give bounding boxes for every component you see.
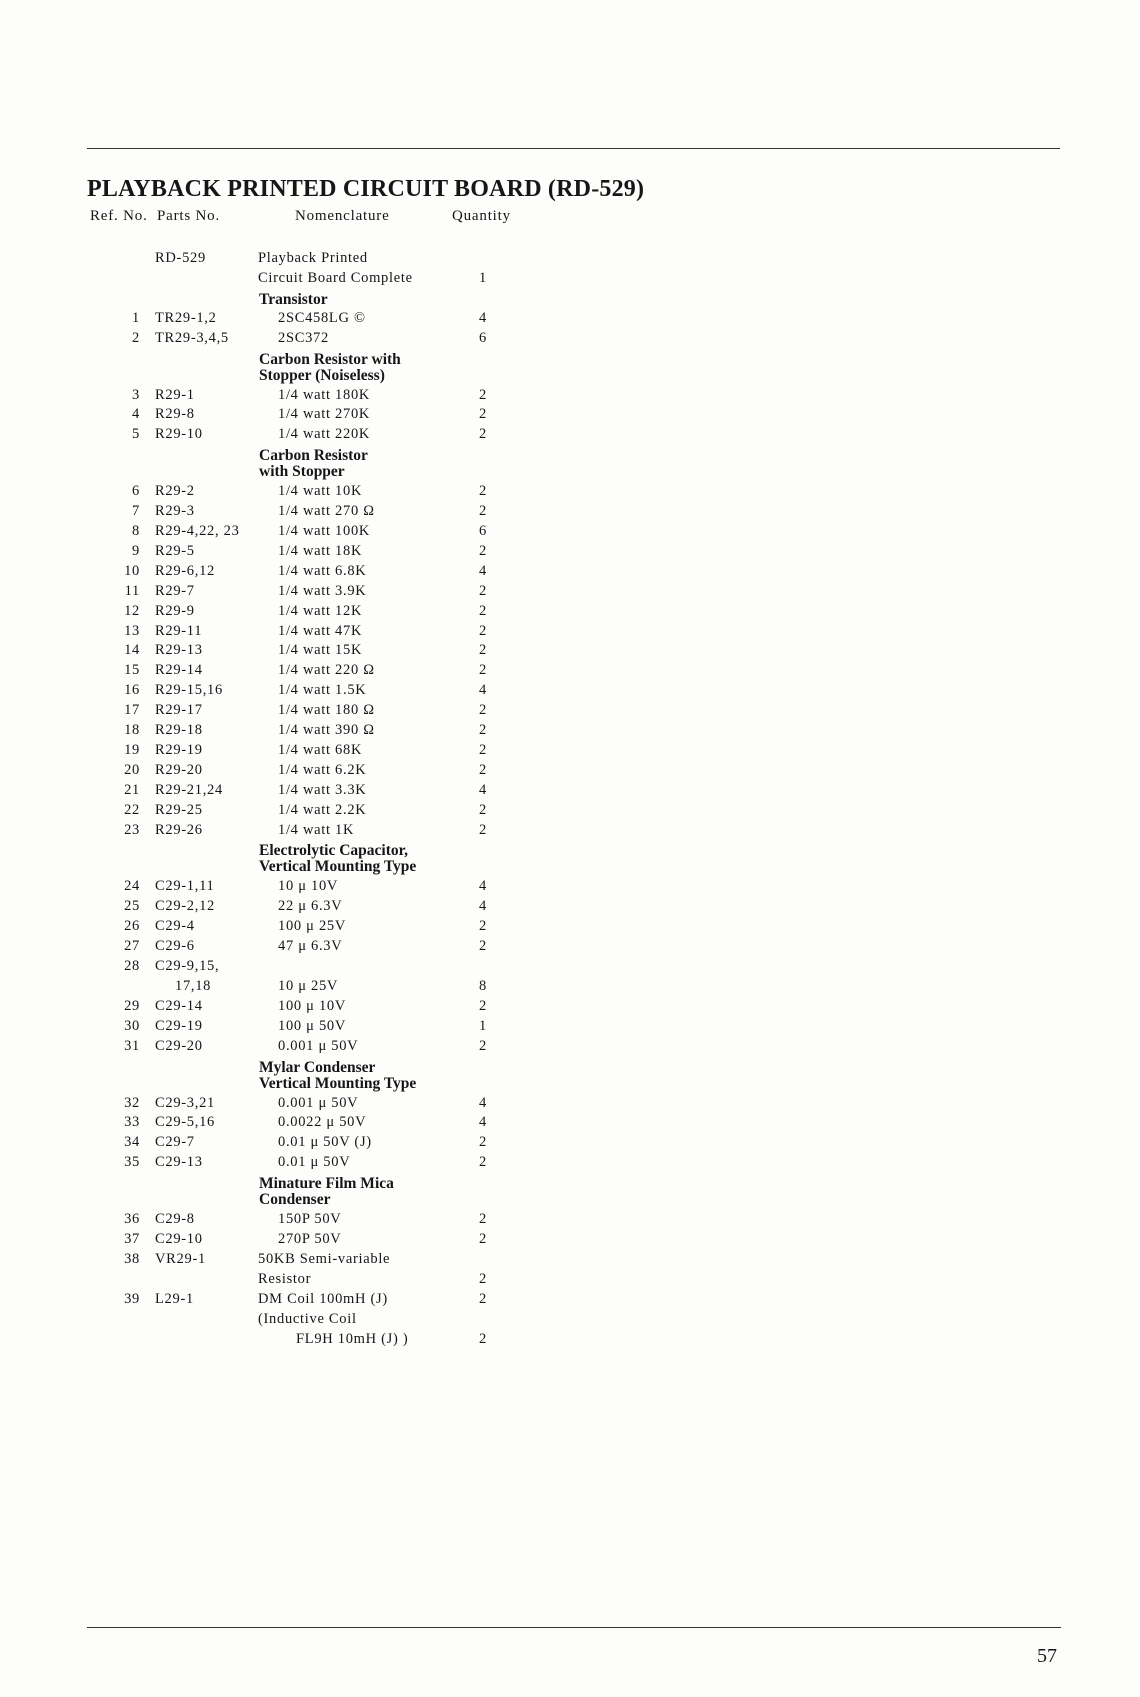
nomenclature: DM Coil 100mH (J) [258,1290,388,1307]
ref-no: 4 [132,406,140,423]
table-row [0,1231,600,1251]
ref-no: 39 [124,1290,140,1307]
nomenclature: (Inductive Coil [258,1310,357,1327]
quantity: 2 [479,503,487,520]
table-row [0,822,600,842]
parts-no: R29-18 [155,722,203,738]
quantity: 4 [479,1094,487,1111]
section-heading-line: Mylar Condenser [259,1058,376,1076]
nomenclature: 1/4 watt 1.5K [278,682,367,699]
nomenclature: 1/4 watt 180K [278,386,371,403]
table-row [0,682,600,702]
parts-no: L29-1 [155,1290,194,1307]
parts-no: R29-13 [155,642,203,659]
quantity: 2 [479,1290,487,1307]
nomenclature: Resistor [258,1270,312,1287]
ref-no: 6 [132,483,140,500]
parts-no: C29-7 [155,1134,195,1151]
ref-no: 35 [124,1154,140,1171]
ref-no: 28 [124,958,140,974]
table-row [0,878,600,898]
nomenclature: 100 μ 25V [278,918,347,935]
parts-no: R29-2 [155,483,195,500]
ref-no: 23 [124,821,140,838]
column-header-nomenclature: Nomenclature [295,208,390,224]
section-heading [259,1060,416,1092]
ref-no: 22 [124,801,140,818]
quantity: 2 [479,997,487,1014]
table-row [0,1291,600,1311]
quantity: 8 [479,977,487,994]
ref-no: 24 [124,878,140,895]
parts-no: R29-10 [155,426,203,443]
nomenclature: 1/4 watt 270 Ω [278,503,375,520]
parts-no: C29-9,15, [155,958,220,974]
nomenclature: 1/4 watt 12K [278,602,363,619]
ref-no: 29 [124,997,140,1014]
parts-no: C29-4 [155,918,195,935]
quantity: 4 [479,309,487,326]
bottom-rule [87,1627,1061,1628]
ref-no: 37 [124,1231,140,1247]
nomenclature: Circuit Board Complete [258,269,413,286]
parts-no: C29-3,21 [155,1094,215,1111]
nomenclature: 1/4 watt 47K [278,622,363,639]
ref-no: 11 [124,582,140,599]
parts-no: R29-11 [155,622,203,639]
ref-no: 10 [124,562,140,579]
parts-no: C29-19 [155,1017,203,1034]
page-title: PLAYBACK PRINTED CIRCUIT BOARD (RD-529) [87,176,645,202]
section-heading [259,352,401,384]
nomenclature: 1/4 watt 1K [278,821,355,838]
section-heading-line: with Stopper [259,463,345,481]
table-row [0,250,600,270]
nomenclature: 100 μ 10V [278,997,347,1014]
table-row [0,1038,600,1058]
table-row [0,938,600,958]
parts-no: R29-1 [155,386,195,403]
nomenclature: 2SC458LG © [278,309,366,326]
quantity: 2 [479,426,487,443]
nomenclature: 47 μ 6.3V [278,938,343,955]
page-number: 57 [1037,1645,1057,1667]
section-heading-line: Vertical Mounting Type [259,858,417,876]
table-row [0,662,600,682]
ref-no: 7 [132,503,140,520]
ref-no: 13 [124,622,140,639]
nomenclature: 100 μ 50V [278,1017,347,1034]
quantity: 2 [479,1211,487,1228]
table-row [0,1211,600,1231]
quantity: 2 [479,801,487,818]
parts-no: R29-26 [155,821,203,838]
quantity: 4 [479,682,487,699]
table-row [0,782,600,802]
table-row [0,998,600,1018]
table-row [0,603,600,623]
table-row [0,1271,600,1291]
nomenclature: 1/4 watt 68K [278,741,363,758]
parts-no: C29-1,11 [155,878,215,895]
parts-no: C29-8 [155,1211,195,1228]
nomenclature: 50KB Semi-variable [258,1250,391,1267]
parts-no: C29-14 [155,997,203,1014]
parts-no: R29-19 [155,741,203,758]
table-row [0,503,600,523]
quantity: 2 [479,761,487,778]
parts-no: R29-4,22, 23 [155,523,240,539]
quantity: 2 [479,722,487,738]
section-heading [259,448,368,480]
nomenclature: 10 μ 25V [278,977,339,994]
table-row [0,802,600,822]
parts-no: C29-2,12 [155,898,215,915]
column-header-quantity: Quantity [452,208,511,224]
nomenclature: 1/4 watt 6.2K [278,761,367,778]
table-row [0,642,600,662]
parts-no: R29-21,24 [155,781,223,798]
nomenclature: 2SC372 [278,329,329,346]
nomenclature: 1/4 watt 100K [278,523,371,539]
section-heading-line: Transistor [259,290,328,308]
quantity: 2 [479,741,487,758]
parts-no: C29-20 [155,1037,203,1054]
quantity: 1 [479,269,487,286]
parts-no: R29-17 [155,702,203,719]
quantity: 2 [479,918,487,935]
table-row [0,742,600,762]
table-row [0,1311,600,1331]
quantity: 2 [479,1134,487,1151]
nomenclature: 0.001 μ 50V [278,1037,359,1054]
quantity: 2 [479,662,487,679]
nomenclature: 1/4 watt 3.3K [278,781,367,798]
column-header-ref-no: Ref. No. [90,208,148,224]
nomenclature: 1/4 watt 15K [278,642,363,659]
ref-no: 1 [132,309,140,326]
table-row [0,702,600,722]
nomenclature: 1/4 watt 2.2K [278,801,367,818]
quantity: 2 [479,582,487,599]
ref-no: 12 [124,602,140,619]
section-heading [259,1176,394,1208]
section-heading-line: Carbon Resistor [259,447,368,465]
ref-no: 14 [124,642,140,659]
table-row [0,270,600,290]
quantity: 2 [479,1330,487,1347]
ref-no: 9 [132,542,140,559]
quantity: 2 [479,602,487,619]
nomenclature: 1/4 watt 220K [278,426,371,443]
table-row [0,406,600,426]
quantity: 6 [479,329,487,346]
table-row [0,1114,600,1134]
parts-no: R29-20 [155,761,203,778]
ref-no: 18 [124,722,140,738]
nomenclature: 1/4 watt 220 Ω [278,662,375,679]
quantity: 2 [479,642,487,659]
parts-no: R29-8 [155,406,195,423]
table-row [0,918,600,938]
table-row [0,426,600,446]
table-row [0,1134,600,1154]
parts-no: C29-5,16 [155,1114,215,1131]
nomenclature: Playback Printed [258,250,368,266]
nomenclature: 1/4 watt 18K [278,542,363,559]
ref-no: 27 [124,938,140,955]
table-row [0,1095,600,1115]
parts-no: R29-7 [155,582,195,599]
ref-no: 21 [124,781,140,798]
quantity: 2 [479,1154,487,1171]
table-row [0,1331,600,1351]
quantity: 2 [479,406,487,423]
nomenclature: 1/4 watt 10K [278,483,363,500]
section-heading-line: Minature Film Mica [259,1175,394,1193]
nomenclature: 1/4 watt 6.8K [278,562,367,579]
ref-no: 30 [124,1017,140,1034]
ref-no: 36 [124,1211,140,1228]
quantity: 2 [479,386,487,403]
nomenclature: 1/4 watt 270K [278,406,371,423]
section-heading-line: Vertical Mounting Type [259,1074,417,1092]
parts-no: C29-13 [155,1154,203,1171]
table-row [0,1154,600,1174]
parts-no: R29-3 [155,503,195,520]
quantity: 2 [479,938,487,955]
nomenclature: 10 μ 10V [278,878,339,895]
quantity: 2 [479,1270,487,1287]
ref-no: 16 [124,682,140,699]
table-row [0,330,600,350]
quantity: 2 [479,542,487,559]
ref-no: 8 [132,523,140,539]
table-row [0,387,600,407]
ref-no: 5 [132,426,140,443]
table-row [0,583,600,603]
nomenclature: 1/4 watt 180 Ω [278,702,375,719]
quantity: 4 [479,898,487,915]
ref-no: 20 [124,761,140,778]
table-row [0,623,600,643]
quantity: 2 [479,622,487,639]
quantity: 4 [479,781,487,798]
table-row [0,762,600,782]
parts-no: TR29-3,4,5 [155,329,229,346]
quantity: 6 [479,523,487,539]
parts-no: 17,18 [175,977,212,994]
quantity: 2 [479,702,487,719]
section-heading [259,292,328,308]
ref-no: 17 [124,702,140,719]
quantity: 4 [479,562,487,579]
parts-no: R29-25 [155,801,203,818]
nomenclature: 0.01 μ 50V [278,1154,351,1171]
parts-no: TR29-1,2 [155,309,217,326]
parts-no: C29-10 [155,1231,203,1247]
ref-no: 26 [124,918,140,935]
table-row [0,523,600,543]
parts-no: RD-529 [155,250,206,266]
ref-no: 33 [124,1114,140,1131]
nomenclature: 270P 50V [278,1231,342,1247]
table-row [0,310,600,330]
nomenclature: 0.01 μ 50V (J) [278,1134,372,1151]
parts-no: R29-9 [155,602,195,619]
ref-no: 34 [124,1134,140,1151]
nomenclature: 22 μ 6.3V [278,898,343,915]
quantity: 2 [479,1037,487,1054]
table-row [0,978,600,998]
parts-no: R29-15,16 [155,682,223,699]
ref-no: 31 [124,1037,140,1054]
nomenclature: FL9H 10mH (J) ) [296,1330,409,1347]
parts-no: R29-5 [155,542,195,559]
parts-no: C29-6 [155,938,195,955]
ref-no: 38 [124,1250,140,1267]
quantity: 4 [479,1114,487,1131]
ref-no: 15 [124,662,140,679]
table-row [0,483,600,503]
section-heading-line: Condenser [259,1191,331,1209]
table-row [0,543,600,563]
column-header-parts-no: Parts No. [157,208,221,224]
parts-no: R29-14 [155,662,203,679]
ref-no: 19 [124,741,140,758]
quantity: 1 [479,1017,487,1034]
quantity: 2 [479,821,487,838]
nomenclature: 1/4 watt 3.9K [278,582,367,599]
table-row [0,958,600,978]
nomenclature: 150P 50V [278,1211,342,1228]
table-row [0,722,600,742]
table-row [0,1018,600,1038]
ref-no: 2 [132,329,140,346]
table-row [0,563,600,583]
parts-no: VR29-1 [155,1250,206,1267]
parts-no: R29-6,12 [155,562,215,579]
nomenclature: 1/4 watt 390 Ω [278,722,375,738]
ref-no: 25 [124,898,140,915]
nomenclature: 0.001 μ 50V [278,1094,359,1111]
quantity: 2 [479,1231,487,1247]
section-heading-line: Stopper (Noiseless) [259,366,385,384]
ref-no: 32 [124,1094,140,1111]
nomenclature: 0.0022 μ 50V [278,1114,367,1131]
quantity: 4 [479,878,487,895]
section-heading [259,843,416,875]
section-heading-line: Carbon Resistor with [259,350,401,368]
section-heading-line: Electrolytic Capacitor, [259,842,408,860]
quantity: 2 [479,483,487,500]
table-row [0,898,600,918]
table-row [0,1251,600,1271]
ref-no: 3 [132,386,140,403]
